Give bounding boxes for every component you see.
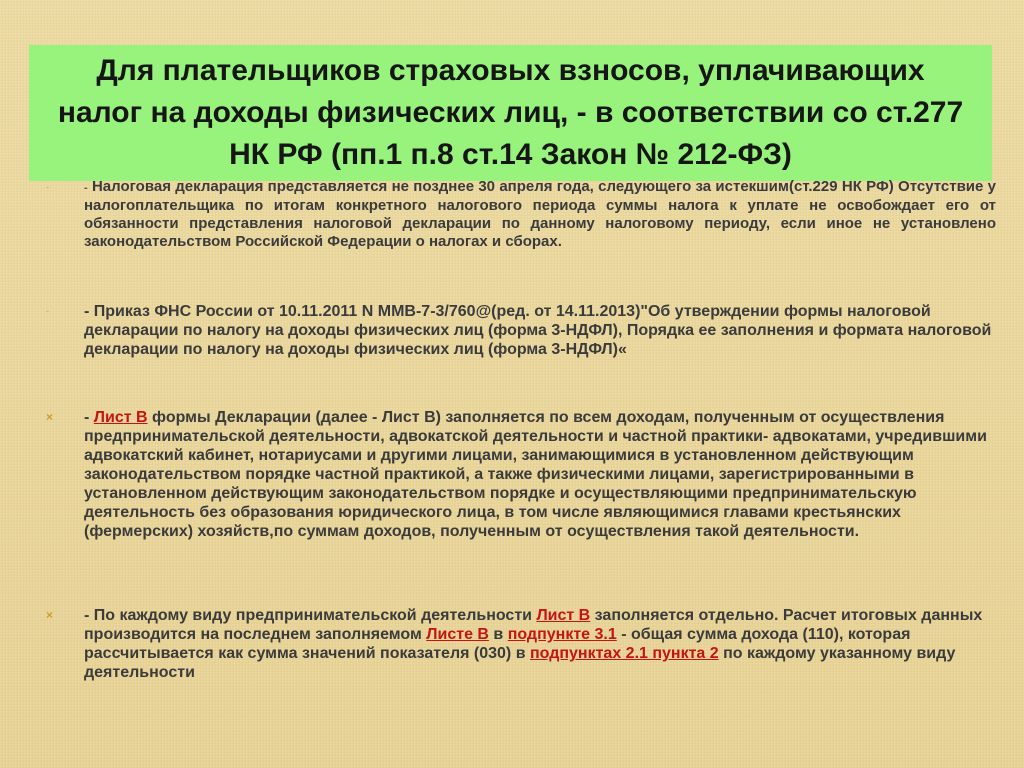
paragraph-calculation: [84, 606, 996, 682]
paragraph-text: заполняется отдельно. Расчет итоговых данных производится на последнем заполняемом: [84, 607, 983, 643]
paragraph-text: - По каждому виду предпринимательской деятельности: [84, 607, 537, 624]
bullet-marker: ×: [46, 608, 54, 622]
link-subitem-3-1[interactable]: подпункте 3.1: [507, 626, 617, 643]
paragraph-text: формы Декларации (далее - Лист В) заполняется по всем доходам, полученным от осуществления предпринимательской деятельности, адвокатской деятельности и частной практики- адвокатами, учредившими адвокатский кабинет, нотариусами и другими лицами, занимающимися в установленном действующим законодательством порядке частной практикой, а также физическими лицами, зарегистрированными в установленном действующим законодательством порядке и осуществляющими предпринимательскую деятельность без образования юридического лица, в том числе являющимися главами крестьянских (фермерских) хозяйств,по суммам доходов, полученным от осуществления такой деятельности.: [84, 409, 987, 540]
paragraph-text: по каждому указанному виду деятельности: [84, 645, 956, 681]
paragraph-text: - общая сумма дохода (110), которая рассчитывается как сумма значений показателя (030) в: [84, 626, 911, 662]
link-sheet-b[interactable]: Лист В: [536, 607, 591, 624]
link-sheet-b[interactable]: Лист В: [93, 409, 148, 426]
list-item: [46, 178, 996, 251]
link-subitems-2-1[interactable]: подпунктах 2.1 пункта 2: [529, 645, 719, 662]
list-item: [46, 408, 996, 541]
slide-content: [46, 176, 996, 746]
bullet-marker: ×: [46, 410, 54, 424]
bullet-marker: -: [46, 306, 49, 316]
slide-title-box: [29, 45, 992, 181]
list-item: [46, 302, 996, 359]
slide-title: Для плательщиков страховых взносов, уплачивающих налог на доходы физических лиц, - в соответствии со ст.277 НК РФ (пп.1 п.8 ст.14 Закон № 212-ФЗ): [57, 54, 964, 171]
paragraph-prefix: -: [84, 182, 88, 194]
paragraph-text: в: [488, 626, 508, 643]
paragraph-text: -: [84, 409, 94, 426]
link-last-sheet-b[interactable]: Листе В: [426, 626, 489, 643]
paragraph-deadline: [84, 178, 996, 251]
bullet-marker: -: [46, 182, 49, 192]
paragraph-order: [84, 302, 996, 359]
list-item: [46, 606, 996, 682]
paragraph-sheet-b: [84, 408, 996, 541]
paragraph-text: Налоговая декларация представляется не позднее 30 апреля года, следующего за истекшим(ст.229 НК РФ) Отсутствие у налогоплательщика по итогам конкретного налогового периода суммы налога к уплате не освобождает его от обязанности представления налоговой декларации по данному налоговому периоду, если иное не установлено законодательством Российской Федерации о налогах и сборах.: [84, 178, 996, 250]
paragraph-text: - Приказ ФНС России от 10.11.2011 N ММВ-7-3/760@(ред. от 14.11.2013)"Об утверждении формы налоговой декларации по налогу на доходы физических лиц (форма 3-НДФЛ), Порядка ее заполнения и формата налоговой декларации по налогу на доходы физических лиц (форма 3-НДФЛ)«: [84, 303, 992, 358]
